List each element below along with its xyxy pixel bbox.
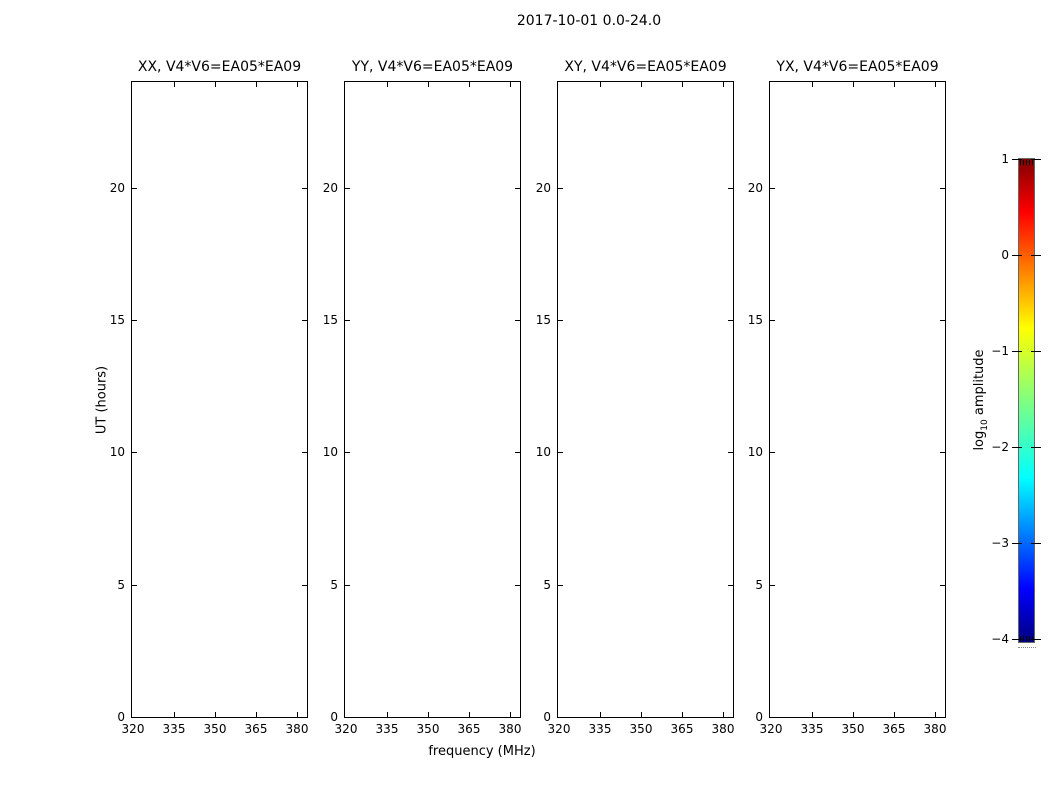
x-tick-mark: [387, 712, 388, 717]
colorbar-top-hatch: [1020, 160, 1033, 165]
figure-title: 2017-10-01 0.0-24.0: [516, 13, 662, 29]
y-tick-label: 15: [109, 313, 125, 327]
x-tick-mark: [641, 712, 642, 717]
y-tick-label: 20: [109, 181, 125, 195]
y-tick-label: 0: [543, 710, 551, 724]
colorbar: [1018, 158, 1035, 643]
colorbar-tick-mark: [1012, 159, 1022, 160]
y-tick-mark: [132, 188, 137, 189]
x-tick-mark: [812, 712, 813, 717]
x-tick-label: 320: [121, 722, 145, 736]
x-tick-label: 320: [759, 722, 783, 736]
x-tick-mark: [894, 712, 895, 717]
y-tick-mark: [770, 320, 775, 321]
y-tick-label: 10: [109, 445, 125, 459]
colorbar-tick-mark: [1012, 447, 1022, 448]
x-tick-mark: [256, 82, 257, 87]
y-tick-mark: [558, 452, 563, 453]
y-axis-label: UT (hours): [94, 365, 110, 435]
y-tick-label: 15: [322, 313, 338, 327]
y-tick-label: 0: [330, 710, 338, 724]
x-tick-label: 335: [375, 722, 399, 736]
y-tick-mark: [345, 452, 350, 453]
y-tick-mark: [558, 320, 563, 321]
y-tick-mark: [558, 188, 563, 189]
x-tick-mark: [215, 712, 216, 717]
x-tick-label: 350: [841, 722, 865, 736]
x-tick-label: 365: [244, 722, 268, 736]
x-tick-mark: [428, 82, 429, 87]
x-tick-mark: [387, 82, 388, 87]
x-tick-label: 365: [457, 722, 481, 736]
x-tick-mark: [894, 82, 895, 87]
x-tick-mark: [682, 712, 683, 717]
colorbar-tick-mark: [1012, 255, 1022, 256]
x-tick-label: 350: [203, 722, 227, 736]
colorbar-tick-label: −4: [991, 632, 1009, 646]
x-tick-label: 335: [162, 722, 186, 736]
y-tick-label: 15: [747, 313, 763, 327]
y-tick-mark: [940, 452, 945, 453]
x-tick-label: 320: [547, 722, 571, 736]
y-tick-mark: [345, 320, 350, 321]
x-tick-mark: [174, 712, 175, 717]
panel-title-xx: XX, V4*V6=EA05*EA09: [137, 59, 302, 75]
x-tick-label: 350: [416, 722, 440, 736]
x-tick-mark: [641, 82, 642, 87]
y-tick-label: 10: [747, 445, 763, 459]
colorbar-tick-mark: [1031, 255, 1041, 256]
colorbar-tick-mark: [1031, 639, 1041, 640]
x-tick-label: 335: [800, 722, 824, 736]
x-tick-mark: [600, 82, 601, 87]
x-tick-mark: [510, 82, 511, 87]
x-tick-label: 380: [923, 722, 947, 736]
colorbar-tick-mark: [1031, 159, 1041, 160]
x-tick-mark: [297, 82, 298, 87]
colorbar-minor-dots: [1018, 647, 1036, 648]
x-tick-label: 380: [285, 722, 309, 736]
colorbar-tick-mark: [1012, 543, 1022, 544]
y-tick-mark: [940, 320, 945, 321]
x-tick-label: 365: [882, 722, 906, 736]
x-tick-mark: [682, 82, 683, 87]
x-tick-mark: [600, 712, 601, 717]
y-tick-label: 5: [330, 578, 338, 592]
panel-yx: [747, 59, 947, 736]
panel-title-yx: YX, V4*V6=EA05*EA09: [776, 59, 939, 75]
y-tick-label: 5: [755, 578, 763, 592]
x-tick-label: 335: [588, 722, 612, 736]
colorbar-axis-label: $\log_{10}$ amplitude: [972, 349, 990, 451]
panel-title-xy: XY, V4*V6=EA05*EA09: [564, 59, 727, 75]
panel-xy: [535, 59, 735, 736]
y-tick-mark: [345, 188, 350, 189]
colorbar-tick-label: 0: [1001, 248, 1009, 262]
x-tick-mark: [935, 82, 936, 87]
y-tick-label: 10: [535, 445, 551, 459]
y-tick-mark: [132, 585, 137, 586]
y-tick-mark: [770, 188, 775, 189]
x-tick-mark: [935, 712, 936, 717]
y-tick-label: 20: [747, 181, 763, 195]
x-tick-label: 365: [670, 722, 694, 736]
x-tick-mark: [469, 712, 470, 717]
y-tick-label: 20: [322, 181, 338, 195]
y-tick-mark: [770, 585, 775, 586]
y-tick-label: 0: [755, 710, 763, 724]
colorbar-tick-mark: [1031, 543, 1041, 544]
y-tick-label: 10: [322, 445, 338, 459]
colorbar-tick-mark: [1031, 351, 1041, 352]
x-tick-label: 380: [711, 722, 735, 736]
colorbar-tick-label: −2: [991, 440, 1009, 454]
y-tick-label: 20: [535, 181, 551, 195]
x-tick-mark: [723, 82, 724, 87]
colorbar-tick-label: −1: [991, 344, 1009, 358]
x-tick-mark: [174, 82, 175, 87]
x-tick-mark: [428, 712, 429, 717]
x-tick-mark: [812, 82, 813, 87]
y-tick-mark: [940, 585, 945, 586]
x-tick-mark: [853, 82, 854, 87]
x-tick-mark: [256, 712, 257, 717]
colorbar-tick-mark: [1012, 351, 1022, 352]
colorbar-tick-label: 1: [1001, 152, 1009, 166]
y-tick-label: 0: [117, 710, 125, 724]
y-tick-label: 15: [535, 313, 551, 327]
x-tick-label: 320: [334, 722, 358, 736]
y-tick-label: 5: [543, 578, 551, 592]
x-tick-mark: [215, 82, 216, 87]
x-tick-label: 350: [629, 722, 653, 736]
colorbar-tick-mark: [1012, 639, 1022, 640]
x-tick-mark: [853, 712, 854, 717]
colorbar-tick-label: −3: [991, 536, 1009, 550]
panel-title-yy: YY, V4*V6=EA05*EA09: [351, 59, 514, 75]
colorbar-tick-mark: [1031, 447, 1041, 448]
y-tick-mark: [132, 320, 137, 321]
y-tick-mark: [345, 585, 350, 586]
panel-yy: [322, 59, 522, 736]
y-tick-mark: [770, 452, 775, 453]
x-axis-label: frequency (MHz): [428, 744, 536, 759]
y-tick-mark: [558, 585, 563, 586]
y-tick-mark: [940, 188, 945, 189]
x-tick-mark: [469, 82, 470, 87]
y-tick-label: 5: [117, 578, 125, 592]
panel-xx: [109, 59, 309, 736]
x-tick-label: 380: [498, 722, 522, 736]
y-tick-mark: [132, 452, 137, 453]
